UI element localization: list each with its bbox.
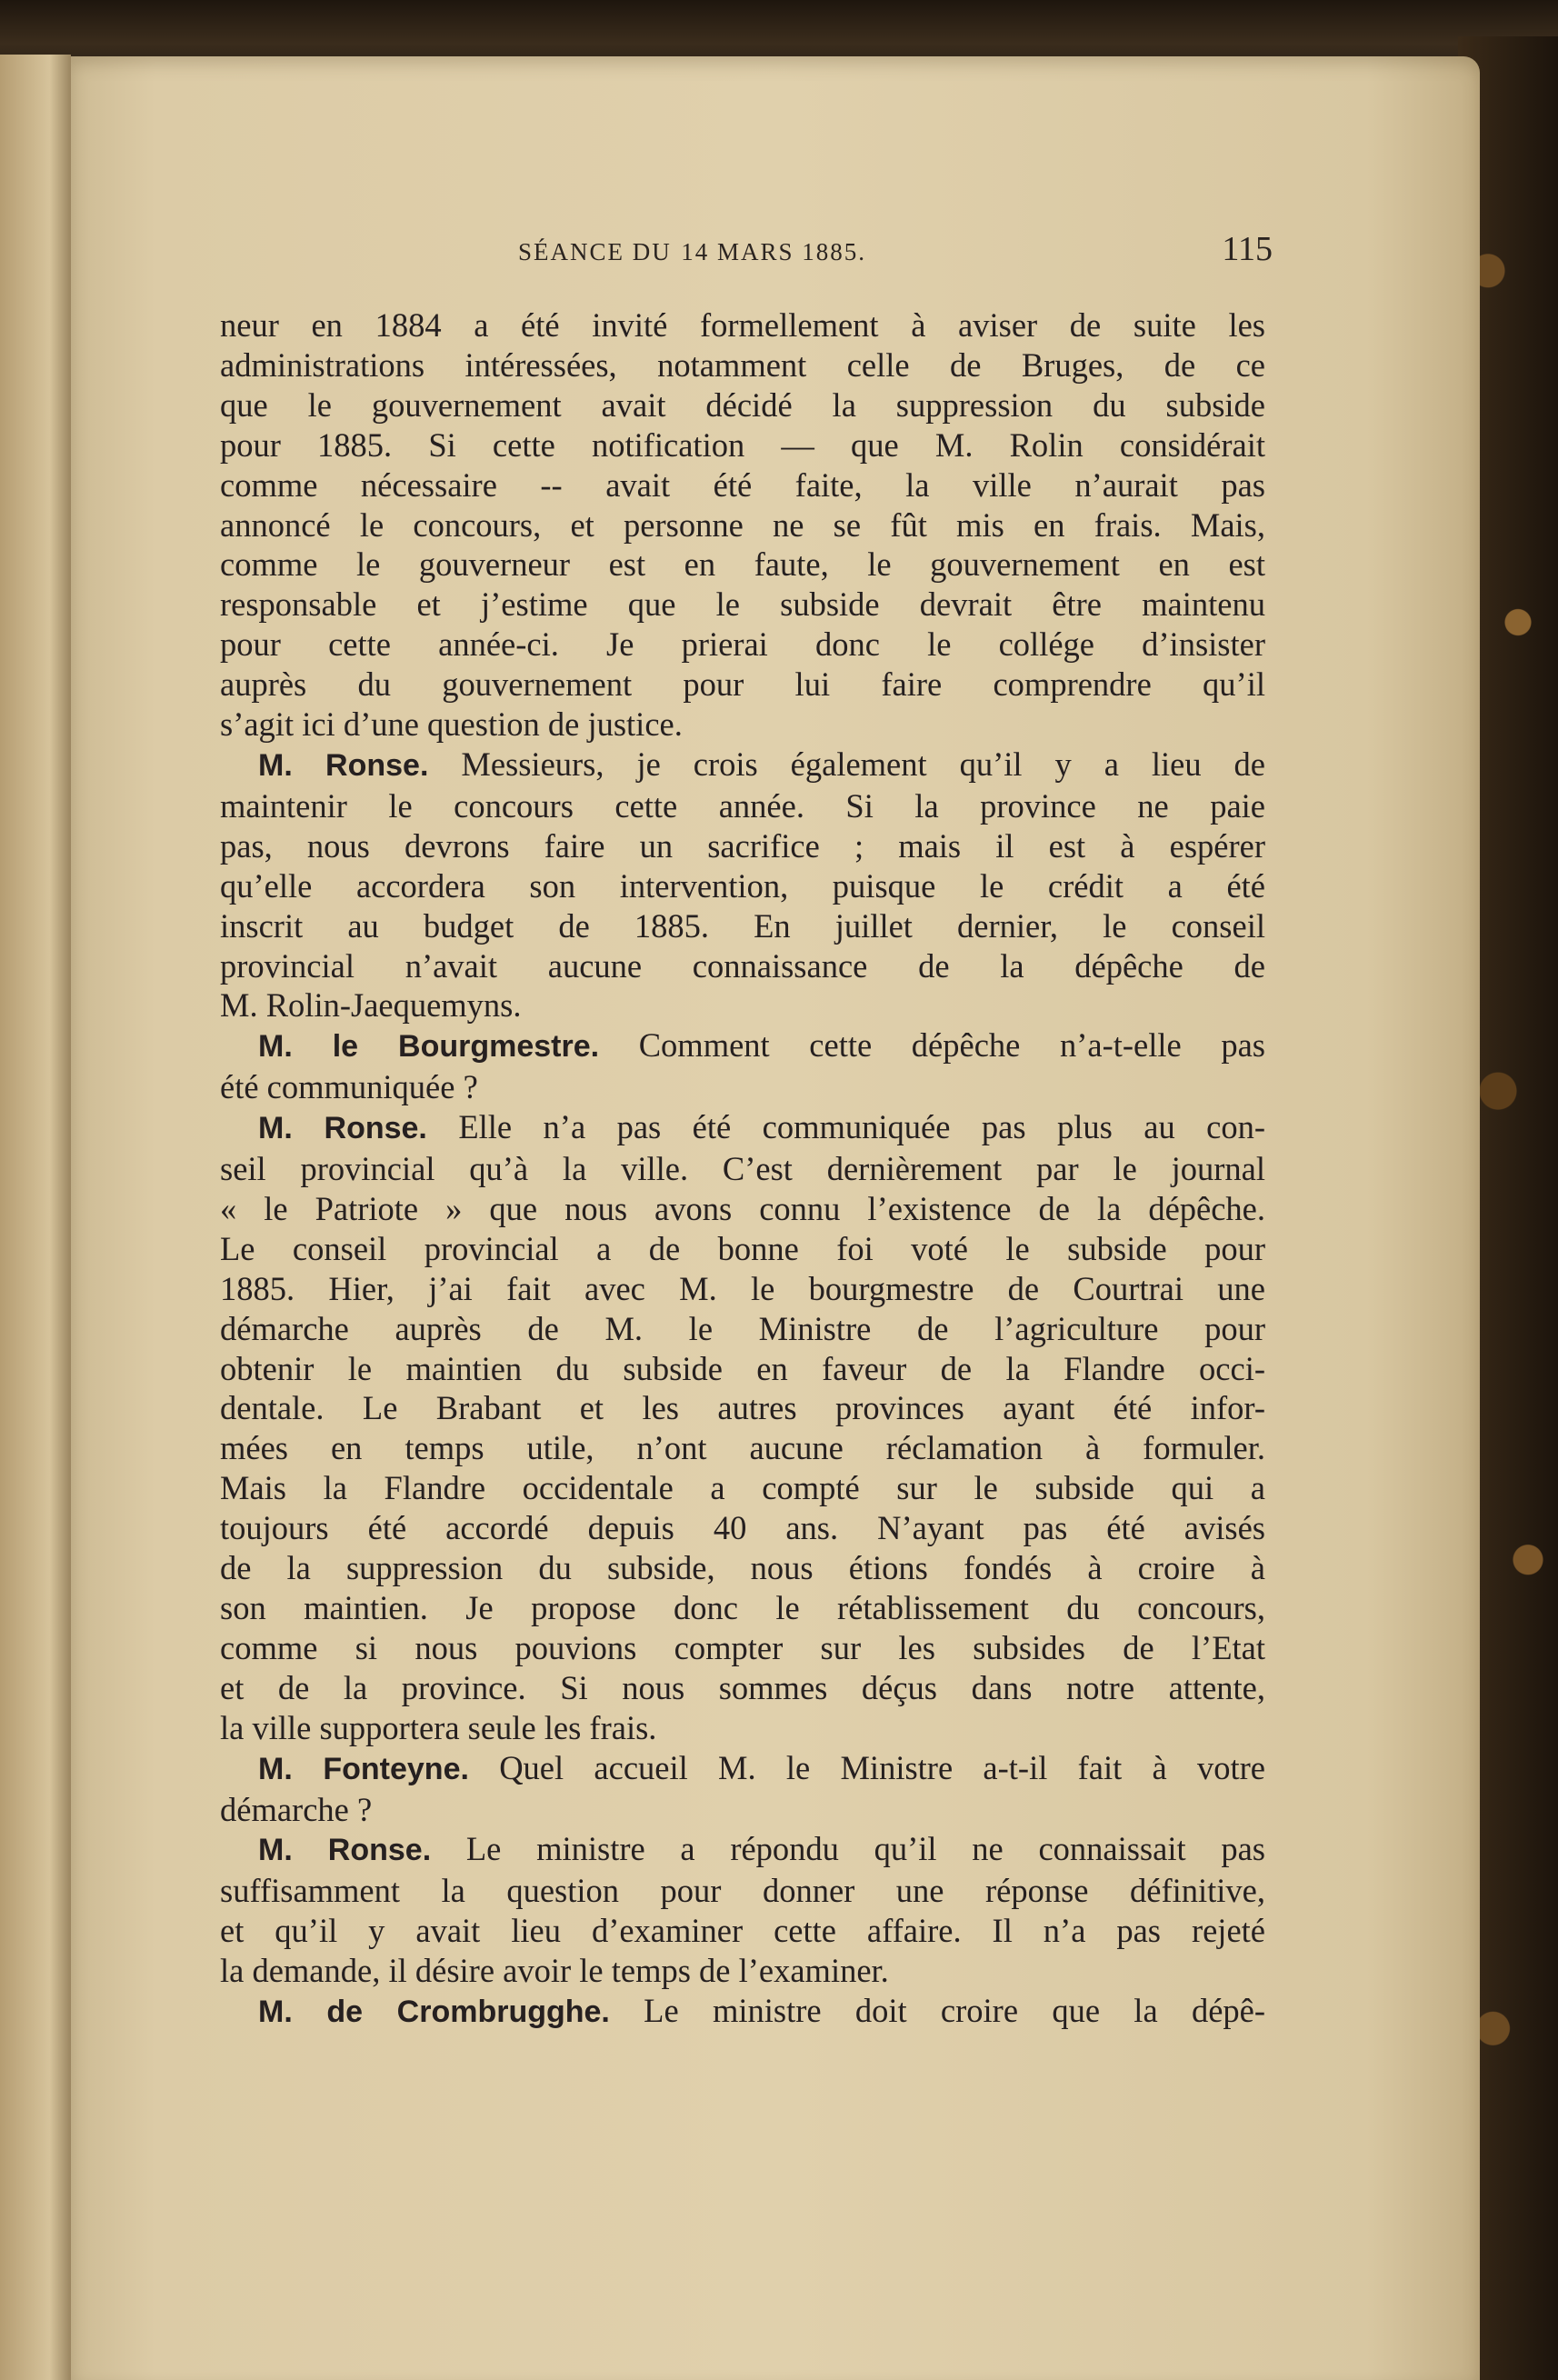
- speaker-paragraph-start: [220, 1748, 1265, 1790]
- line-text: comme si nous pouvions compter sur les subsides de l’Etat: [220, 1628, 1265, 1666]
- speaker-paragraph-start: [220, 1991, 1265, 2033]
- line-text: et qu’il y avait lieu d’examiner cette affaire. Il n’a pas rejeté: [220, 1912, 1265, 1950]
- line-text: M. Rolin-Jaequemyns.: [220, 986, 522, 1025]
- line-text: Quel accueil M. le Ministre a-t-il fait à votre: [468, 1748, 1265, 1786]
- text-line: [220, 1628, 1265, 1668]
- page-body: [220, 305, 1265, 2033]
- speaker-paragraph-start: [220, 745, 1265, 786]
- line-text: la ville supportera seule les frais.: [220, 1708, 657, 1746]
- text-line: [220, 1349, 1265, 1389]
- text-line: [220, 826, 1265, 866]
- text-line: [220, 1588, 1265, 1628]
- text-line: [220, 1067, 1265, 1107]
- running-header: [518, 229, 1273, 275]
- text-line: [220, 1468, 1265, 1508]
- text-line: [220, 1428, 1265, 1468]
- text-line: [220, 786, 1265, 826]
- line-text: pas, nous devrons faire un sacrifice ; mais il est à espérer: [220, 826, 1265, 865]
- text-line: [220, 866, 1265, 906]
- line-text: « le Patriote » que nous avons connu l’existence de la dépêche.: [220, 1189, 1265, 1227]
- text-line: [220, 1548, 1265, 1588]
- speaker-name: M. Ronse.: [258, 1833, 432, 1868]
- line-text: Le ministre a répondu qu’il ne connaissait pas: [431, 1830, 1265, 1868]
- facing-page-edge: [0, 55, 71, 2380]
- line-text: Le conseil provincial a de bonne foi voté le subside pour: [220, 1229, 1265, 1267]
- text-line: [220, 1149, 1265, 1189]
- line-text: suffisamment la question pour donner une réponse définitive,: [220, 1872, 1265, 1910]
- line-text: son maintien. Je propose donc le rétablissement du concours,: [220, 1589, 1265, 1626]
- text-line: [220, 906, 1265, 946]
- line-text: responsable et j’estime que le subside devrait être maintenu: [220, 585, 1265, 624]
- line-text: toujours été accordé depuis 40 ans. N’ayant pas été avisés: [220, 1509, 1265, 1547]
- line-text: de la suppression du subside, nous étions fondés à croire à: [220, 1549, 1265, 1587]
- text-line: [220, 1189, 1265, 1229]
- line-text: Elle n’a pas été communiquée pas plus au con-: [426, 1108, 1265, 1146]
- line-text: provincial n’avait aucune connaissance de la dépêche de: [220, 946, 1265, 985]
- line-text: mées en temps utile, n’ont aucune réclamation à formuler.: [220, 1429, 1265, 1467]
- running-title-prefix: SÉANCE DU: [518, 238, 672, 265]
- text-line: [220, 1229, 1265, 1269]
- line-text: auprès du gouvernement pour lui faire comprendre qu’il: [220, 665, 1265, 704]
- line-text: démarche auprès de M. le Ministre de l’agriculture pour: [220, 1309, 1265, 1347]
- text-line: [220, 985, 1265, 1025]
- text-line: [220, 1951, 1265, 1991]
- text-line: [220, 625, 1265, 665]
- page-number: 115: [1222, 230, 1273, 268]
- line-text: Comment cette dépêche n’a-t-elle pas: [599, 1026, 1265, 1065]
- line-text: pour cette année-ci. Je prierai donc le collége d’insister: [220, 625, 1265, 664]
- text-line: [220, 1309, 1265, 1349]
- line-text: comme le gouverneur est en faute, le gouvernement en est: [220, 545, 1265, 584]
- line-text: obtenir le maintien du subside en faveur de la Flandre occi-: [220, 1349, 1265, 1387]
- text-line: [220, 1790, 1265, 1830]
- line-text: inscrit au budget de 1885. En juillet dernier, le conseil: [220, 906, 1265, 945]
- text-line: [220, 345, 1265, 385]
- line-text: démarche ?: [220, 1790, 373, 1828]
- text-line: [220, 946, 1265, 986]
- line-text: la demande, il désire avoir le temps de l’examiner.: [220, 1952, 889, 1990]
- speaker-name: M. de Crombrugghe.: [258, 1995, 610, 2030]
- line-text: Messieurs, je crois également qu’il y a lieu de: [428, 745, 1265, 783]
- line-text: Mais la Flandre occidentale a compté sur le subside qui a: [220, 1469, 1265, 1507]
- line-text: seil provincial qu’à la ville. C’est dernièrement par le journal: [220, 1150, 1265, 1188]
- text-line: [220, 705, 1265, 745]
- text-line: [220, 1508, 1265, 1548]
- running-title: [518, 229, 866, 269]
- text-line: [220, 505, 1265, 545]
- line-text: dentale. Le Brabant et les autres provinces ayant été infor-: [220, 1389, 1265, 1427]
- line-text: comme nécessaire -- avait été faite, la ville n’aurait pas: [220, 465, 1265, 504]
- line-text: 1885. Hier, j’ai fait avec M. le bourgmestre de Courtrai une: [220, 1269, 1265, 1307]
- line-text: neur en 1884 a été invité formellement à aviser de suite les: [220, 306, 1265, 344]
- text-line: [220, 385, 1265, 425]
- text-line: [220, 1871, 1265, 1911]
- line-text: qu’elle accordera son intervention, puisque le crédit a été: [220, 866, 1265, 905]
- speaker-name: M. le Bourgmestre.: [258, 1029, 600, 1065]
- line-text: que le gouvernement avait décidé la suppression du subside: [220, 385, 1265, 424]
- text-line: [220, 1708, 1265, 1748]
- text-line: [220, 545, 1265, 585]
- text-line: [220, 1911, 1265, 1951]
- text-line: [220, 305, 1265, 345]
- speaker-paragraph-start: [220, 1025, 1265, 1067]
- line-text: Le ministre doit croire que la dépê-: [609, 1992, 1265, 2030]
- text-line: [220, 1668, 1265, 1708]
- running-title-date: 14 MARS 1885.: [681, 238, 867, 265]
- line-text: administrations intéressées, notamment celle de Bruges, de ce: [220, 345, 1265, 384]
- speaker-name: M. Ronse.: [258, 747, 429, 783]
- speaker-name: M. Ronse.: [258, 1111, 427, 1146]
- text-line: [220, 585, 1265, 625]
- text-line: [220, 425, 1265, 465]
- speaker-paragraph-start: [220, 1829, 1265, 1871]
- text-line: [220, 665, 1265, 705]
- line-text: été communiquée ?: [220, 1068, 478, 1106]
- line-text: annoncé le concours, et personne ne se fût mis en frais. Mais,: [220, 505, 1265, 544]
- speaker-name: M. Fonteyne.: [258, 1751, 469, 1786]
- text-line: [220, 1388, 1265, 1428]
- line-text: et de la province. Si nous sommes déçus dans notre attente,: [220, 1668, 1265, 1706]
- line-text: s’agit ici d’une question de justice.: [220, 705, 683, 744]
- speaker-paragraph-start: [220, 1107, 1265, 1149]
- line-text: pour 1885. Si cette notification — que M. Rolin considérait: [220, 425, 1265, 464]
- line-text: maintenir le concours cette année. Si la province ne paie: [220, 786, 1265, 825]
- text-line: [220, 1269, 1265, 1309]
- text-line: [220, 465, 1265, 505]
